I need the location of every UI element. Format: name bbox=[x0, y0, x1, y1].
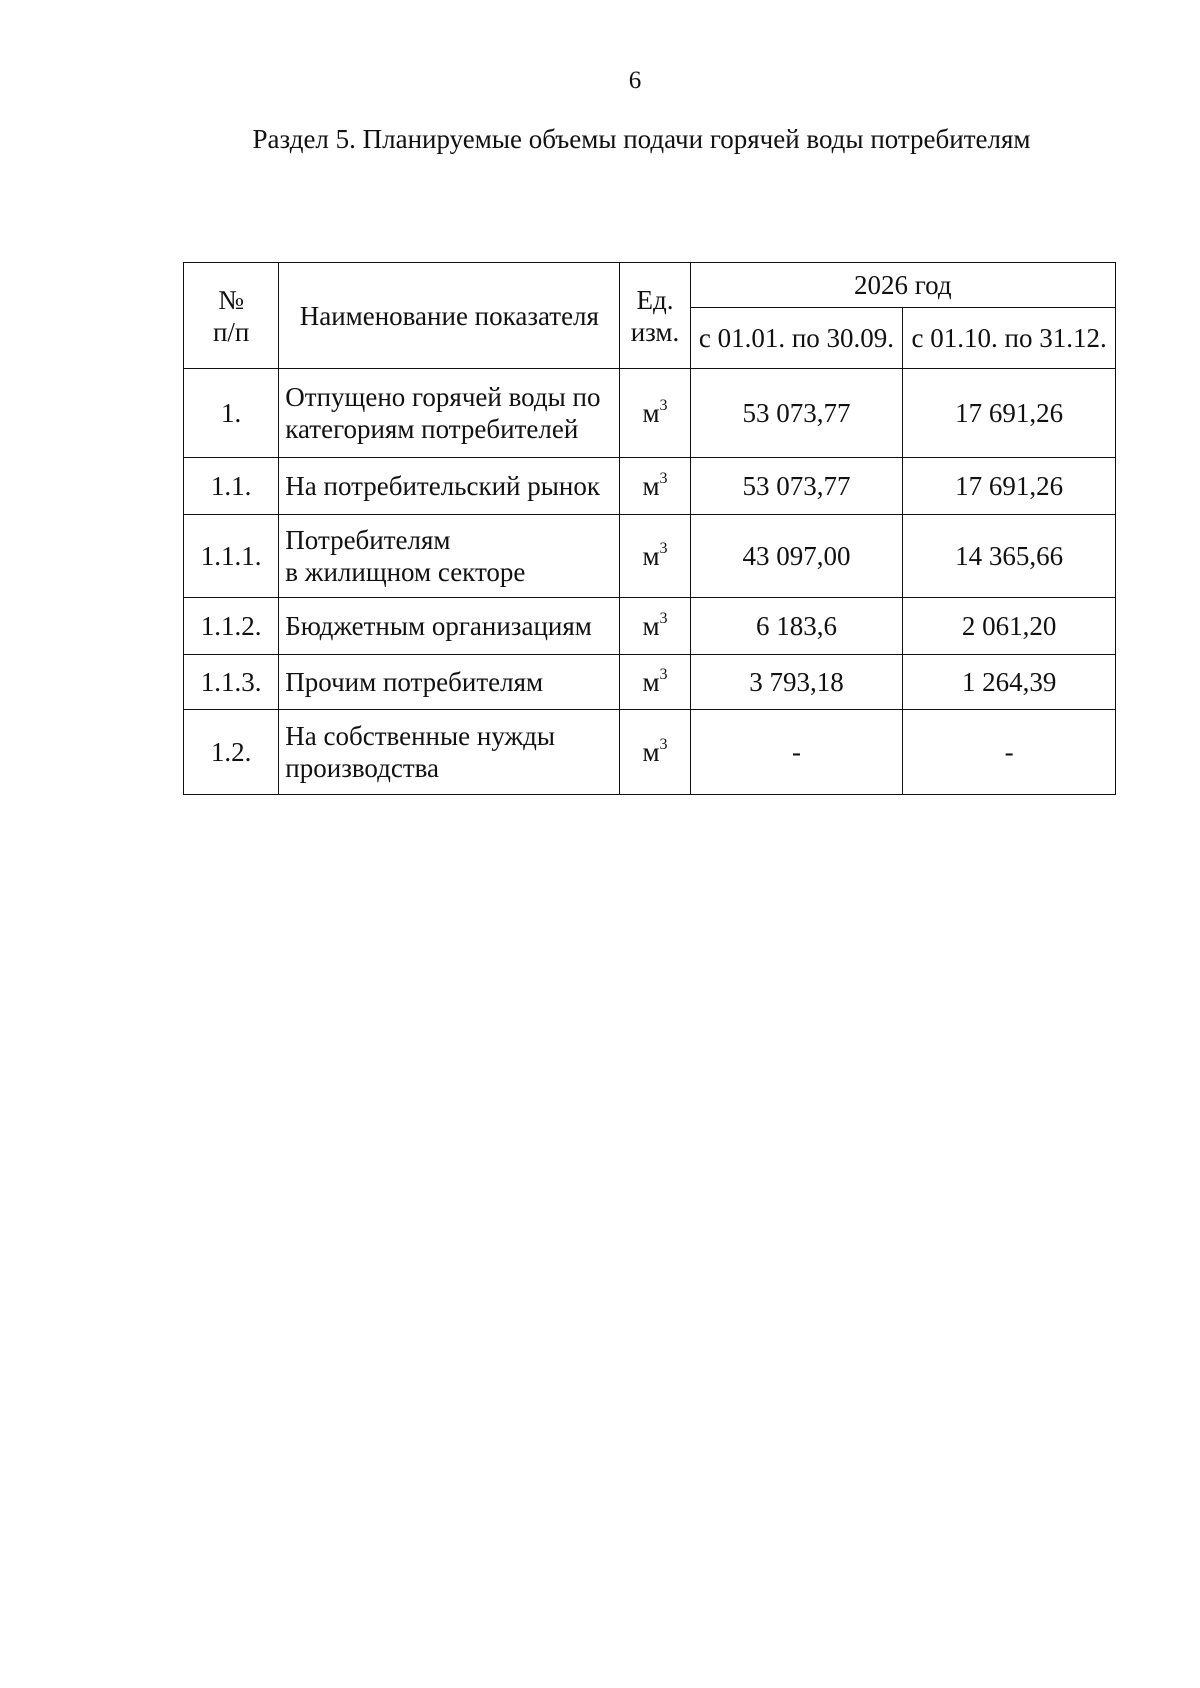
row-unit bbox=[620, 369, 690, 458]
row-num: 1.1.3. bbox=[184, 655, 279, 710]
unit-exponent: 3 bbox=[659, 666, 668, 683]
row-name: На собственные нужды производства bbox=[279, 710, 620, 795]
unit-base: м bbox=[642, 667, 660, 697]
row-value-period-2: 2 061,20 bbox=[903, 598, 1116, 655]
row-unit bbox=[620, 458, 690, 515]
row-num: 1.1.2. bbox=[184, 598, 279, 655]
unit-exponent: 3 bbox=[659, 540, 668, 557]
unit-base: м bbox=[642, 541, 660, 571]
row-value-period-1: 53 073,77 bbox=[690, 458, 903, 515]
header-num-line2: п/п bbox=[212, 316, 250, 347]
row-num: 1.2. bbox=[184, 710, 279, 795]
unit-exponent: 3 bbox=[659, 470, 668, 487]
header-year: 2026 год bbox=[690, 263, 1115, 308]
unit-base: м bbox=[642, 398, 660, 428]
row-name: Отпущено горячей воды по категориям потребителей bbox=[279, 369, 620, 458]
header-num bbox=[184, 263, 279, 369]
row-unit bbox=[620, 598, 690, 655]
row-value-period-1: 3 793,18 bbox=[690, 655, 903, 710]
row-name-line2: в жилищном секторе bbox=[285, 557, 526, 587]
row-value-period-2: 17 691,26 bbox=[903, 458, 1116, 515]
hot-water-volumes-table bbox=[183, 262, 1116, 795]
page-number: 6 bbox=[628, 67, 642, 94]
header-period-2: с 01.10. по 31.12. bbox=[903, 308, 1116, 369]
table-header-row bbox=[184, 263, 1116, 308]
header-unit-line2: изм. bbox=[630, 316, 680, 347]
row-name: На потребительский рынок bbox=[279, 458, 620, 515]
row-num: 1. bbox=[184, 369, 279, 458]
row-value-period-1: 43 097,00 bbox=[690, 515, 903, 598]
row-value-period-2: - bbox=[903, 710, 1116, 795]
row-value-period-2: 17 691,26 bbox=[903, 369, 1116, 458]
table-row bbox=[184, 655, 1116, 710]
row-unit bbox=[620, 710, 690, 795]
row-value-period-2: 14 365,66 bbox=[903, 515, 1116, 598]
row-name-line1: Потребителям bbox=[285, 525, 451, 555]
table-row bbox=[184, 369, 1116, 458]
row-value-period-2: 1 264,39 bbox=[903, 655, 1116, 710]
row-value-period-1: 53 073,77 bbox=[690, 369, 903, 458]
header-unit bbox=[620, 263, 690, 369]
row-name: Прочим потребителям bbox=[279, 655, 620, 710]
row-num: 1.1.1. bbox=[184, 515, 279, 598]
header-period-1: с 01.01. по 30.09. bbox=[690, 308, 903, 369]
table-row bbox=[184, 515, 1116, 598]
unit-exponent: 3 bbox=[659, 397, 668, 414]
unit-exponent: 3 bbox=[659, 610, 668, 627]
unit-base: м bbox=[642, 611, 660, 641]
unit-base: м bbox=[642, 737, 660, 767]
header-name: Наименование показателя bbox=[279, 263, 620, 369]
row-value-period-1: 6 183,6 bbox=[690, 598, 903, 655]
header-num-line1: № bbox=[218, 284, 245, 315]
row-num: 1.1. bbox=[184, 458, 279, 515]
unit-base: м bbox=[642, 471, 660, 501]
table-row bbox=[184, 598, 1116, 655]
row-value-period-1: - bbox=[690, 710, 903, 795]
row-unit bbox=[620, 515, 690, 598]
row-unit bbox=[620, 655, 690, 710]
table-row bbox=[184, 710, 1116, 795]
row-name: Бюджетным организациям bbox=[279, 598, 620, 655]
header-unit-line1: Ед. bbox=[636, 284, 674, 315]
unit-exponent: 3 bbox=[659, 736, 668, 753]
row-name bbox=[279, 515, 620, 598]
table-row bbox=[184, 458, 1116, 515]
section-title: Раздел 5. Планируемые объемы подачи горячей воды потребителям bbox=[252, 124, 1031, 154]
